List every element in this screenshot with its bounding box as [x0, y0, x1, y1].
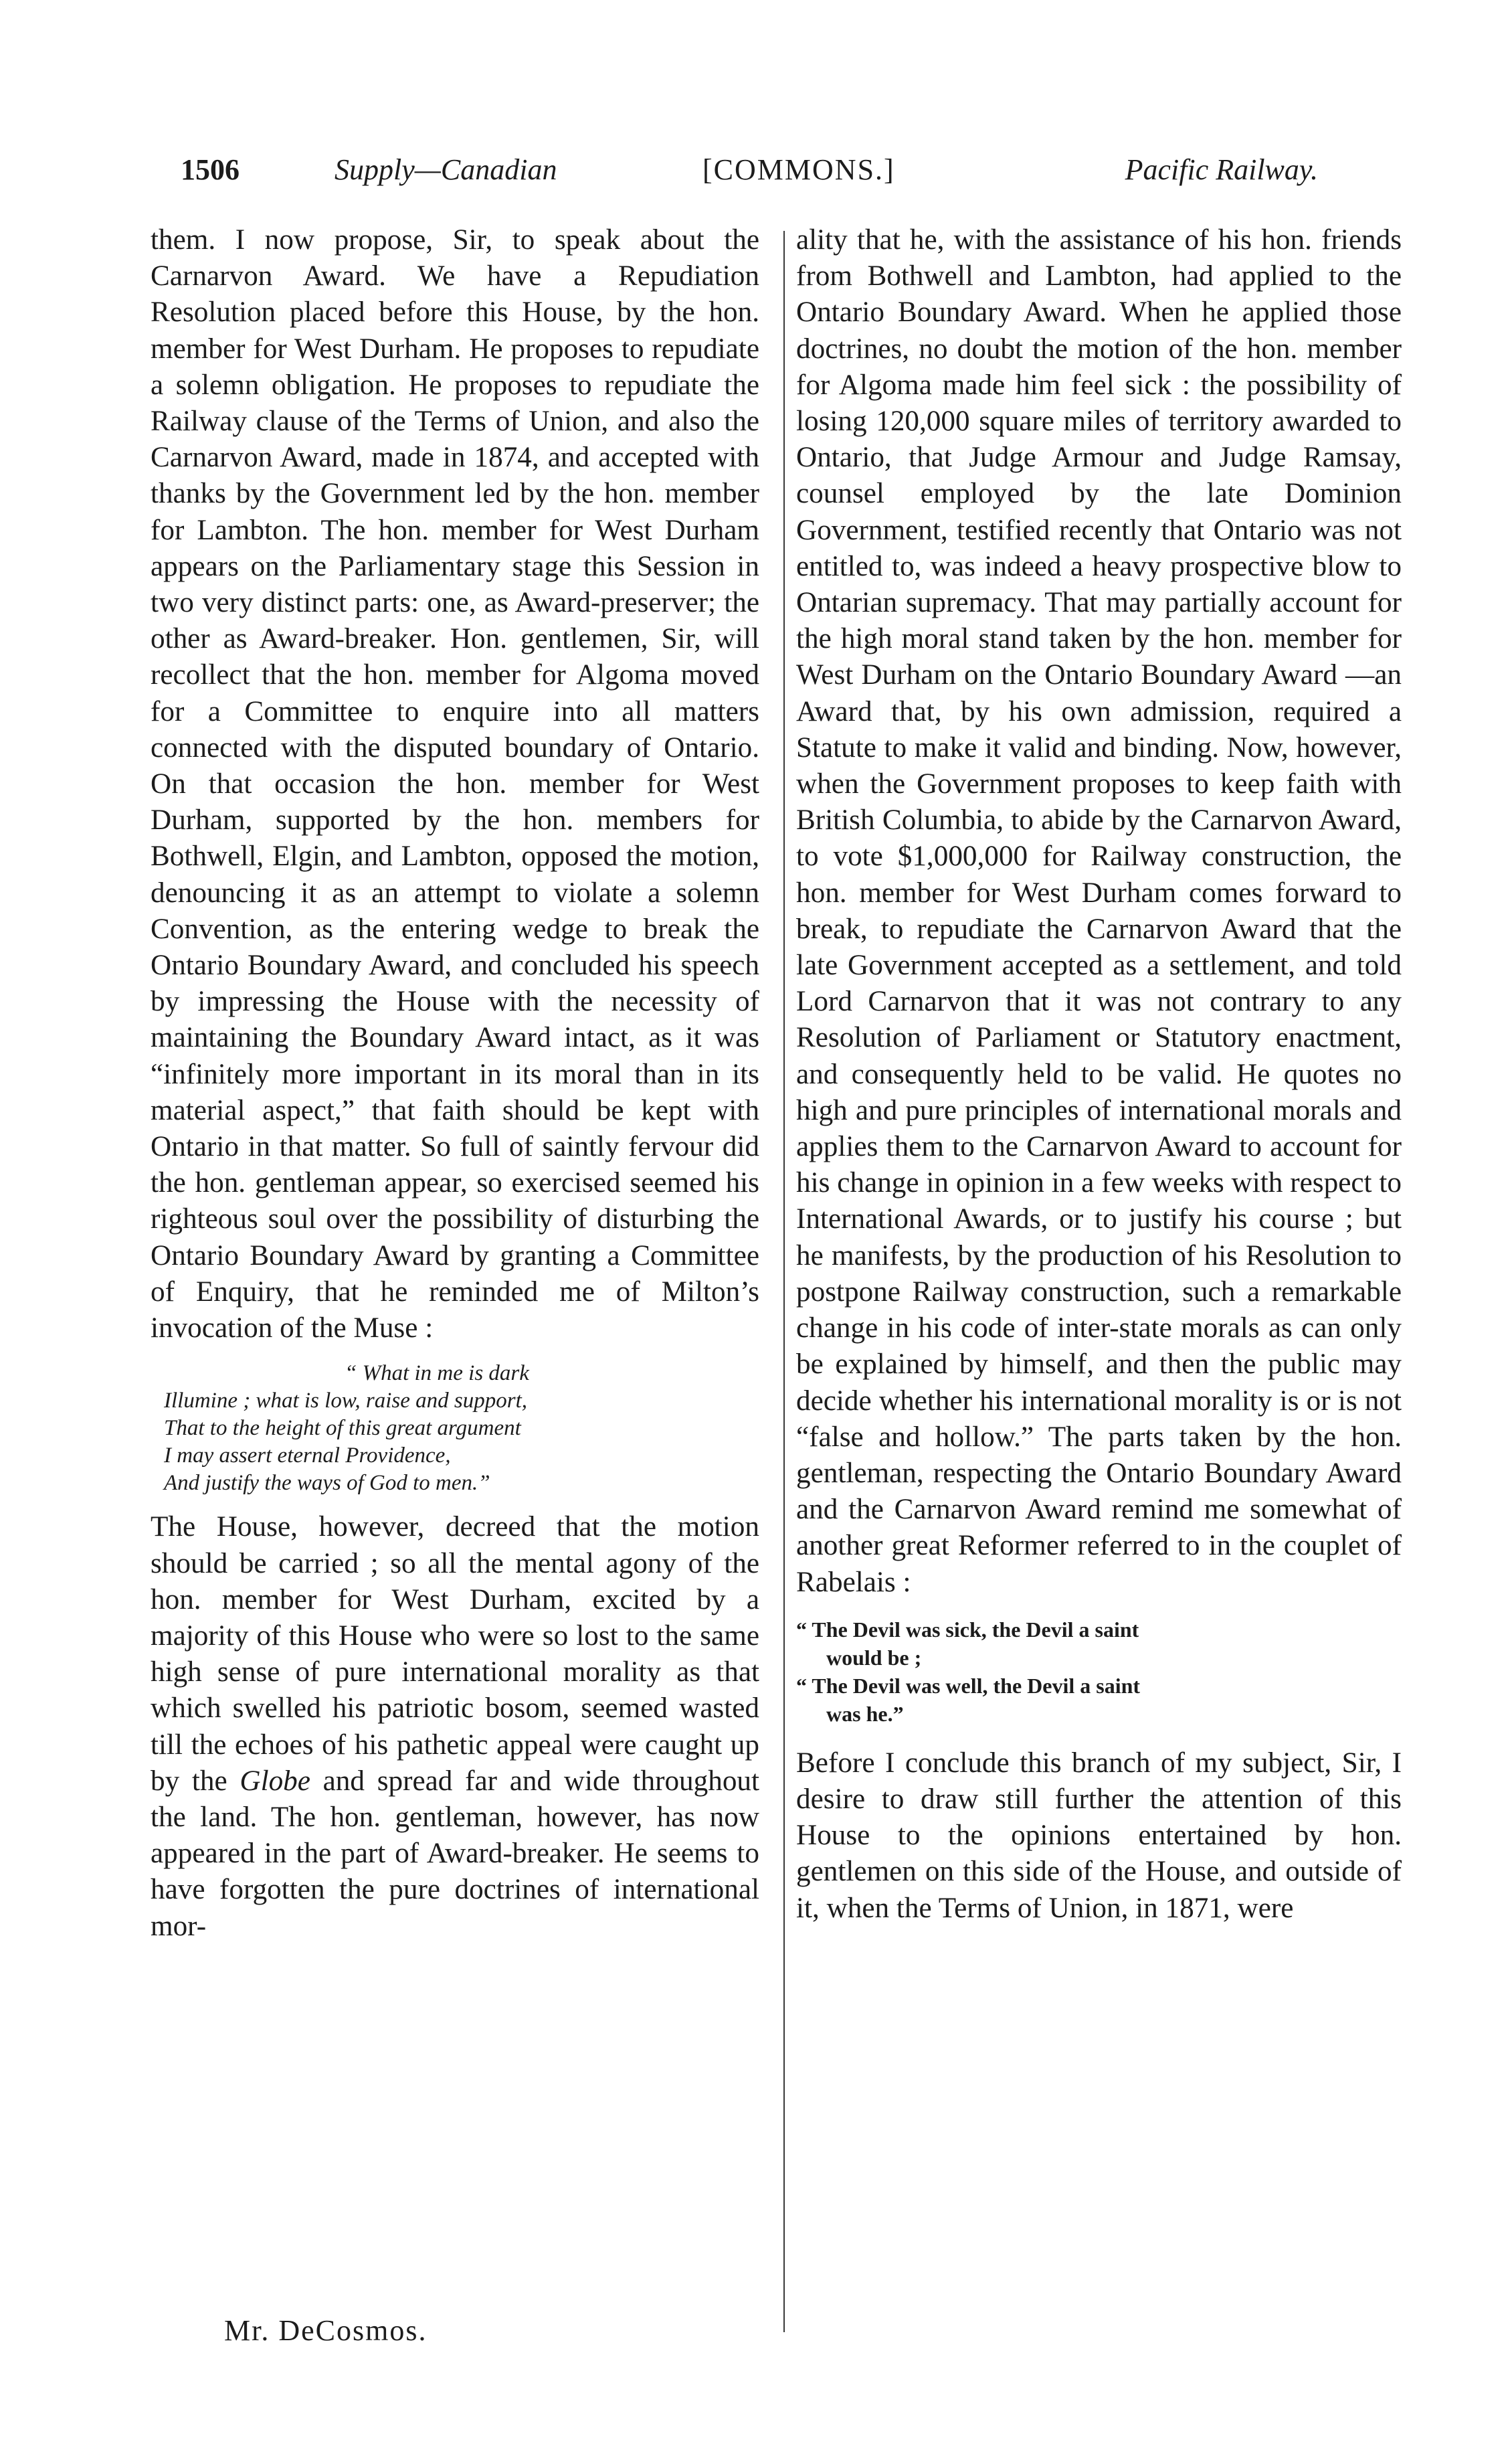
globe-newspaper-title: Globe [240, 1765, 310, 1797]
column-divider [783, 231, 785, 2332]
couplet-line: “ The Devil was well, the Devil a saint [796, 1673, 1141, 1698]
quote-line: “ What in me is dark [345, 1361, 529, 1386]
running-header [181, 153, 1318, 199]
rabelais-couplet [796, 1615, 1402, 1728]
running-title-center: [COMMONS.] [702, 153, 895, 186]
quote-line: That to the height of this great argument [164, 1416, 521, 1441]
right-paragraph-1: ality that he, with the assistance of his hon. friends from Bothwell and Lambton, had applied to the Ontario Boundary Award. When he applied those doctrines, no doubt the motion of the hon. member for Algoma made him feel sick : the possibility of losing 120,000 square miles of territory awarded to Ontario, that Judge Armour and Judge Ramsay, counsel employed by the late Dominion Government, testified recently that Ontario was not entitled to, was indeed a heavy prospective blow to Ontarian supremacy. That may partially account for the high moral stand taken by the hon. member for West Durham on the Ontario Boundary Award —an Award that, by his own admission, required a Statute to make it valid and binding. Now, however, when the Government proposes to keep faith with British Columbia, to abide by the Carnarvon Award, to vote $1,000,000 for Railway construction, the hon. member for West Durham comes forward to break, to repudiate the Carnarvon Award that the late Government accepted as a settlement, and told Lord Carnarvon that it was not contrary to any Resolution of Parliament or Statutory enactment, and consequently held to be valid. He quotes no high and pure principles of international morals and applies them to the Carnarvon Award to account for his change in opinion in a few weeks with respect to International Awards, or to justify his course ; but he manifests, by the production of his Resolution to postpone Railway construction, such a remarkable change in his code of inter-state morals as can only be explained by himself, and then the public may decide whether his international morality is or is not “false and hollow.” The parts taken by the hon. gentleman, respecting the Ontario Boundary Award and the Carnarvon Award remind me somewhat of another great Reformer referred to in the couplet of Rabelais : [796, 224, 1402, 1598]
milton-quotation [164, 1360, 759, 1497]
running-title-right: Pacific Railway. [1125, 153, 1318, 186]
left-paragraph-2-part-2: and spread far and wide throughout the land. The hon. gentleman, however, has now appeared in the part of Award-breaker. He seems to have forgotten the pure doctrines of international mor- [151, 1765, 760, 1942]
right-paragraph-2: Before I conclude this branch of my subject, Sir, I desire to draw still further the attention of this House to the opinions entertained by hon. gentlemen on this side of the House, and outside of it, when the Terms of Union, in 1871, were [796, 1747, 1402, 1924]
page-number: 1506 [181, 153, 240, 186]
left-paragraph-2-part-1: The House, however, decreed that the motion should be carried ; so all the mental agony of the hon. member for West Durham, excited by a majority of this House who were so lost to the same high sense of pure international morality as that which swelled his patriotic bosom, seemed wasted till the echoes of his pathetic appeal were caught up by the [151, 1511, 759, 1797]
running-title-left: Supply—Canadian [335, 153, 557, 186]
couplet-line: “ The Devil was sick, the Devil a saint [796, 1617, 1139, 1642]
couplet-line: was he.” [826, 1701, 904, 1726]
quote-line: I may assert eternal Providence, [164, 1443, 451, 1468]
speaker-footer: Mr. DeCosmos. [224, 2314, 428, 2347]
quote-line: And justify the ways of God to men.” [164, 1471, 490, 1496]
left-paragraph-2 [151, 1509, 759, 1944]
left-paragraph-1: them. I now propose, Sir, to speak about the Carnarvon Award. We have a Repudiation Resolution placed before this House, by the hon. member for West Durham. He proposes to repudiate a solemn obligation. He proposes to repudiate the Railway clause of the Terms of Union, and also the Carnarvon Award, made in 1874, and accepted with thanks by the Government led by the hon. member for Lambton. The hon. member for West Durham appears on the Parliamentary stage this Session in two very distinct parts: one, as Award-preserver; the other as Award-breaker. Hon. gentlemen, Sir, will recollect that the hon. member for Algoma moved for a Committee to enquire into all matters connected with the disputed boundary of Ontario. On that occasion the hon. member for West Durham, supported by the hon. members for Bothwell, Elgin, and Lambton, opposed the motion, denouncing it as an attempt to violate a solemn Convention, as the entering wedge to break the Ontario Boundary Award, and concluded his speech by impressing the House with the necessity of maintaining the Boundary Award intact, as it was “infinitely more important in its moral than in its material aspect,” that faith should be kept with Ontario in that matter. So full of saintly fervour did the hon. gentleman appear, so exercised seemed his righteous soul over the possibility of disturbing the Ontario Boundary Award by granting a Committee of Enquiry, that he reminded me of Milton’s invocation of the Muse : [151, 224, 759, 1344]
couplet-line: would be ; [826, 1645, 922, 1670]
left-column [151, 222, 759, 1945]
quote-line: Illumine ; what is low, raise and support, [164, 1389, 527, 1413]
right-column [796, 222, 1402, 1927]
